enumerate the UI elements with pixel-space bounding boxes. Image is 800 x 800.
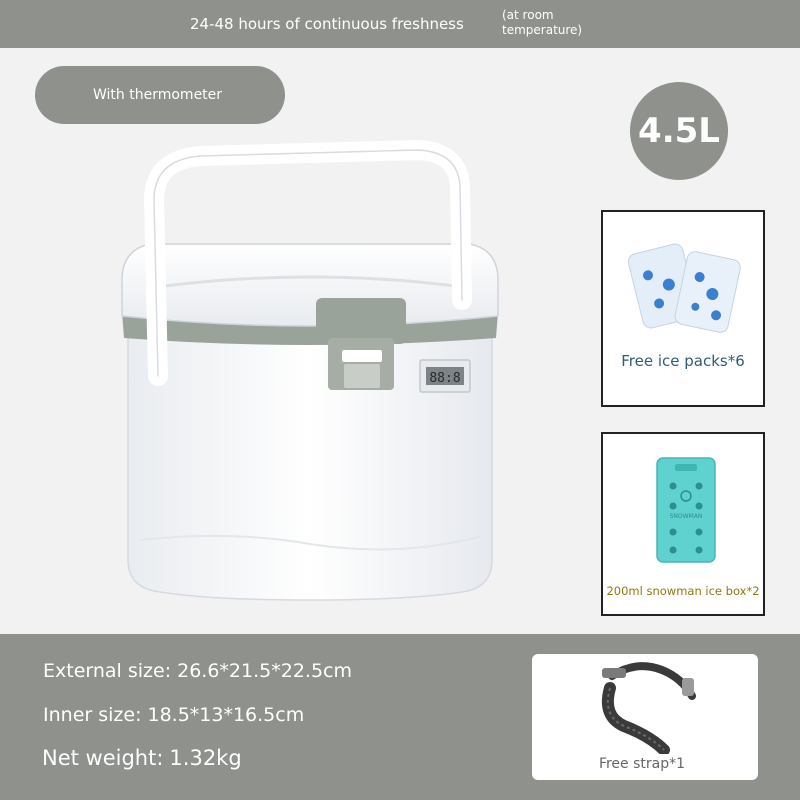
freshness-text: 24-48 hours of continuous freshness <box>190 15 464 33</box>
spec-value: 1.32kg <box>169 746 242 770</box>
spec-value: 18.5*13*16.5cm <box>147 704 305 726</box>
ice-box-image <box>603 450 763 580</box>
strap-image <box>532 654 758 754</box>
strap-card <box>532 654 758 780</box>
feature-pill <box>35 66 285 124</box>
spec-label: Inner size: <box>43 704 142 726</box>
spec-label: Net weight: <box>42 746 164 770</box>
ice-box-caption: 200ml snowman ice box*2 <box>606 584 760 598</box>
spec-net-weight <box>42 746 242 770</box>
spec-value: 26.6*21.5*22.5cm <box>177 660 352 682</box>
feature-pill-label: With thermometer <box>93 87 223 103</box>
snowman-brand-label: SNOWMAN <box>669 513 703 520</box>
spec-label: External size: <box>43 660 172 682</box>
spec-inner-size <box>43 704 304 726</box>
specs-band <box>0 634 800 800</box>
ice-packs-caption: Free ice packs*6 <box>621 352 745 370</box>
ice-packs-image <box>603 224 763 344</box>
svg-text:88:8: 88:8 <box>429 371 461 386</box>
ice-box-card <box>601 432 765 616</box>
top-banner <box>0 0 800 48</box>
strap-caption: Free strap*1 <box>598 756 686 772</box>
ice-packs-card <box>601 210 765 407</box>
cooler-box-image <box>110 140 510 610</box>
spec-external-size <box>43 660 352 682</box>
room-temperature-note: (at room temperature) <box>502 8 583 37</box>
latch <box>316 298 406 344</box>
capacity-badge: 4.5L <box>630 82 728 180</box>
